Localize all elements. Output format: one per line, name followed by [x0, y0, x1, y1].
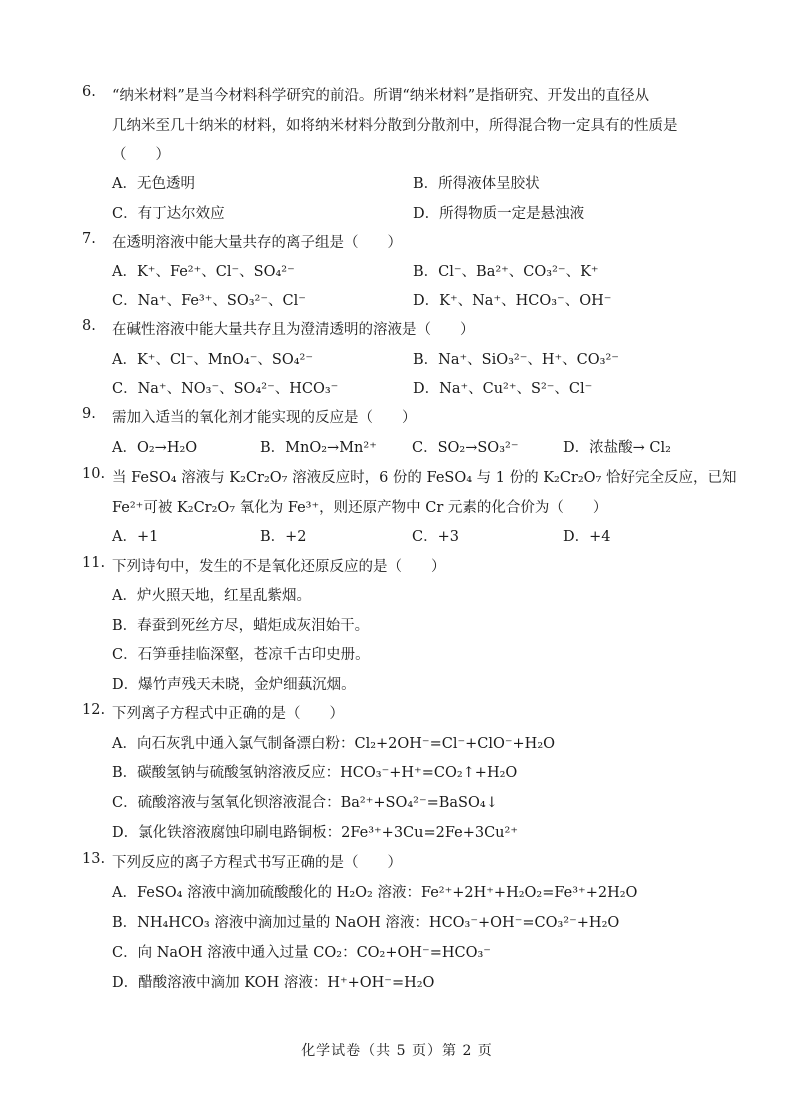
question-13-number: 13. [82, 851, 106, 867]
question-10-option-b: B．+2 [260, 529, 307, 545]
question-11-stem: 下列诗句中，发生的不是氧化还原反应的是（ ） [112, 559, 446, 575]
question-8-number: 8. [82, 318, 96, 334]
question-13-option-d: D．醋酸溶液中滴加 KOH 溶液：H⁺+OH⁻=H₂O [112, 975, 435, 991]
question-12-stem: 下列离子方程式中正确的是（ ） [112, 706, 344, 722]
question-13-option-b: B．NH₄HCO₃ 溶液中滴加过量的 NaOH 溶液：HCO₃⁻+OH⁻=CO₃²⁻+H₂O [112, 915, 620, 931]
question-11-option-c: C．石笋垂挂临深壑，苍凉千古印史册。 [112, 647, 370, 663]
question-7-option-a: A．K⁺、Fe²⁺、Cl⁻、SO₄²⁻ [112, 264, 295, 280]
question-8-stem: 在碱性溶液中能大量共存且为澄清透明的溶液是（ ） [112, 322, 475, 338]
question-12-option-a: A．向石灰乳中通入氯气制备漂白粉：Cl₂+2OH⁻=Cl⁻+ClO⁻+H₂O [112, 736, 556, 752]
page-footer: 化学试卷（共 5 页）第 2 页 [301, 1043, 493, 1059]
question-6-option-a: A．无色透明 [112, 176, 195, 192]
question-8-option-b: B．Na⁺、SiO₃²⁻、H⁺、CO₃²⁻ [413, 352, 619, 368]
question-7-option-d: D．K⁺、Na⁺、HCO₃⁻、OH⁻ [413, 293, 612, 309]
question-12-option-c: C．硫酸溶液与氢氧化钡溶液混合：Ba²⁺+SO₄²⁻=BaSO₄↓ [112, 795, 498, 811]
question-12-number: 12. [82, 702, 106, 718]
question-12-option-b: B．碳酸氢钠与硫酸氢钠溶液反应：HCO₃⁻+H⁺=CO₂↑+H₂O [112, 765, 518, 781]
question-9-option-b: B．MnO₂→Mn²⁺ [260, 440, 377, 456]
question-6-number: 6. [82, 84, 96, 100]
question-8-option-a: A．K⁺、Cl⁻、MnO₄⁻、SO₄²⁻ [112, 352, 313, 368]
question-8-option-c: C．Na⁺、NO₃⁻、SO₄²⁻、HCO₃⁻ [112, 381, 339, 397]
question-7-number: 7. [82, 231, 96, 247]
question-13-stem: 下列反应的离子方程式书写正确的是（ ） [112, 855, 402, 871]
question-11-option-b: B．春蚕到死丝方尽，蜡炬成灰泪始干。 [112, 618, 370, 634]
question-9-option-d: D．浓盐酸→ Cl₂ [563, 440, 671, 456]
question-6-answer-bracket: （ ） [112, 147, 170, 163]
question-10-number: 10. [82, 466, 106, 482]
question-6-option-c: C．有丁达尔效应 [112, 206, 225, 222]
question-10-option-d: D．+4 [563, 529, 611, 545]
question-7-stem: 在透明溶液中能大量共存的离子组是（ ） [112, 235, 402, 251]
question-13-option-a: A．FeSO₄ 溶液中滴加硫酸酸化的 H₂O₂ 溶液：Fe²⁺+2H⁺+H₂O₂=Fe³⁺+2H₂O [112, 885, 638, 901]
question-6-option-b: B．所得液体呈胶状 [413, 176, 540, 192]
question-11-option-d: D．爆竹声残天未晓，金炉细蓺沉烟。 [112, 677, 356, 693]
question-9-option-a: A．O₂→H₂O [112, 440, 198, 456]
question-6-option-d: D．所得物质一定是悬浊液 [413, 206, 585, 222]
question-11-option-a: A．炉火照天地，红星乱紫烟。 [112, 588, 311, 604]
question-10-stem-line-2: Fe²⁺可被 K₂Cr₂O₇ 氧化为 Fe³⁺，则还原产物中 Cr 元素的化合价为（ ） [112, 500, 608, 516]
question-9-stem: 需加入适当的氧化剂才能实现的反应是（ ） [112, 410, 417, 426]
question-9-option-c: C．SO₂→SO₃²⁻ [412, 440, 519, 456]
question-10-stem-line-1: 当 FeSO₄ 溶液与 K₂Cr₂O₇ 溶液反应时，6 份的 FeSO₄ 与 1 份的 K₂Cr₂O₇ 恰好完全反应，已知 [112, 470, 737, 486]
question-13-option-c: C．向 NaOH 溶液中通入过量 CO₂：CO₂+OH⁻=HCO₃⁻ [112, 945, 491, 961]
question-8-option-d: D．Na⁺、Cu²⁺、S²⁻、Cl⁻ [413, 381, 593, 397]
question-9-number: 9. [82, 406, 96, 422]
question-10-option-c: C．+3 [412, 529, 459, 545]
question-10-option-a: A．+1 [112, 529, 159, 545]
question-12-option-d: D．氯化铁溶液腐蚀印刷电路铜板：2Fe³⁺+3Cu=2Fe+3Cu²⁺ [112, 825, 518, 841]
question-7-option-c: C．Na⁺、Fe³⁺、SO₃²⁻、Cl⁻ [112, 293, 306, 309]
question-7-option-b: B．Cl⁻、Ba²⁺、CO₃²⁻、K⁺ [413, 264, 599, 280]
question-6-stem-line-1: “纳米材料”是当今材料科学研究的前沿。所谓“纳米材料”是指研究、开发出的直径从 [112, 88, 650, 104]
question-11-number: 11. [82, 555, 106, 571]
question-6-stem-line-2: 几纳米至几十纳米的材料，如将纳米材料分散到分散剂中，所得混合物一定具有的性质是 [112, 118, 678, 134]
